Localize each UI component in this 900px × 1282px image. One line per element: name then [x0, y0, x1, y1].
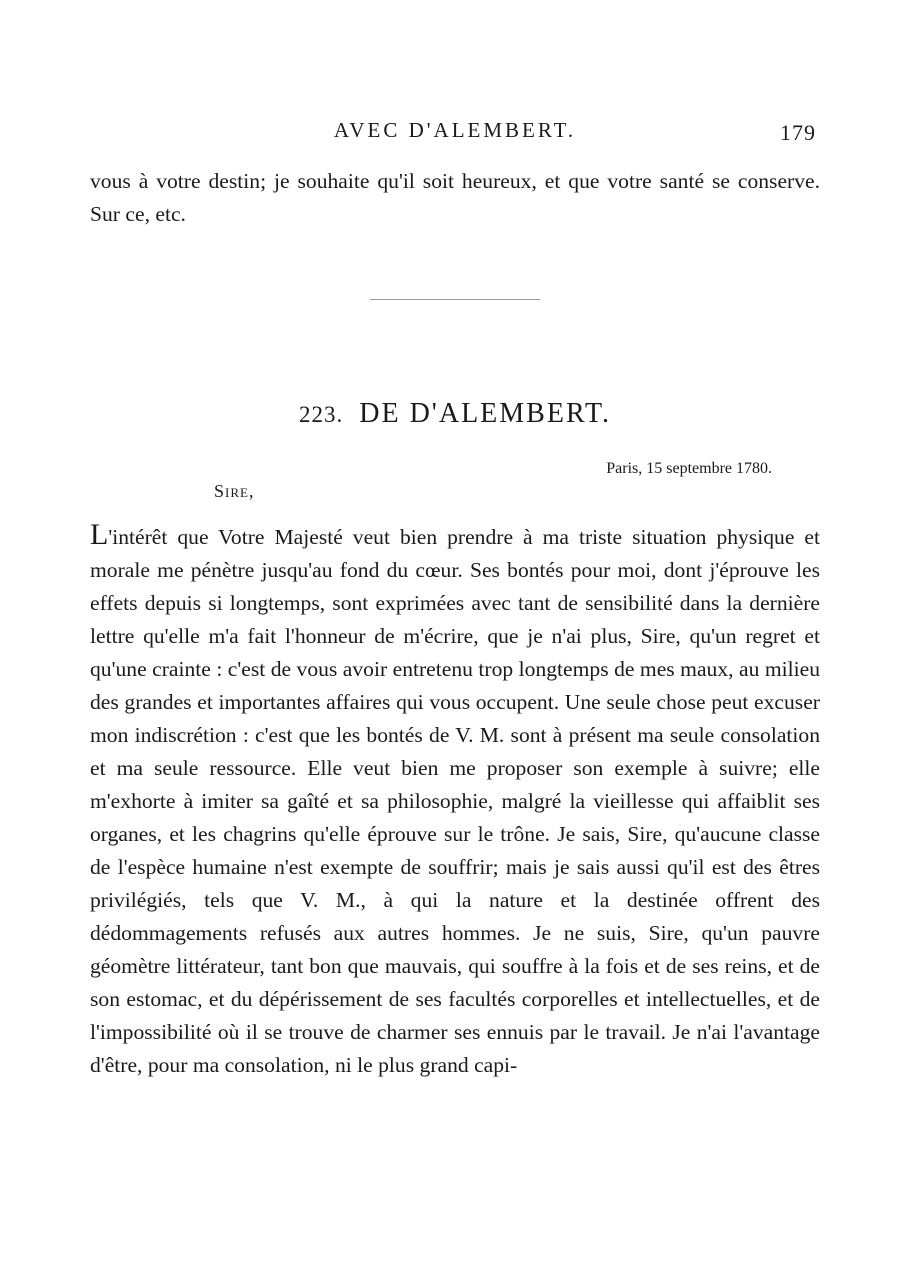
letter-heading — [90, 398, 820, 430]
drop-initial: L — [90, 518, 109, 551]
letter-body — [90, 518, 820, 1082]
section-divider — [370, 299, 540, 300]
letter-title: DE D'ALEMBERT. — [359, 398, 611, 429]
running-title: AVEC D'ALEMBERT. — [333, 118, 577, 142]
letter-salutation: Sire, — [214, 481, 255, 501]
letter-number: 223. — [299, 402, 344, 427]
running-header — [90, 118, 820, 154]
page-number: 179 — [780, 120, 816, 145]
letter-body-text: 'intérêt que Votre Majesté veut bien prendre à ma triste situation physique et morale me pénètre jusqu'au fond du cœur. Ses bontés pour moi, dont j'éprouve les effets depuis si longtemps, sont exprimées avec tant de sensibilité dans la dernière lettre qu'elle m'a fait l'honneur de m'écrire, que je n'ai plus, Sire, qu'un regret et qu'une crainte : c'est de vous avoir entretenu trop longtemps de mes maux, au milieu des grandes et importantes affaires qui vous occupent. Une seule chose peut excuser mon indiscrétion : c'est que les bontés de V. M. sont à présent ma seule consolation et ma seule ressource. Elle veut bien me proposer son exemple à suivre; elle m'exhorte à imiter sa gaîté et sa philosophie, malgré la vieillesse qui affaiblit ses organes, et les chagrins qu'elle éprouve sur le trône. Je sais, Sire, qu'aucune classe de l'espèce humaine n'est exempte de souffrir; mais je sais aussi qu'il est des êtres privilégiés, tels que V. M., à qui la nature et la destinée offrent des dédommagements refusés aux autres hommes. Je ne suis, Sire, qu'un pauvre géomètre littérateur, tant bon que mauvais, qui souffre à la fois et de ses reins, et de son estomac, et du dépérissement de ses facultés corporelles et intellectuelles, et de l'impossibilité où il se trouve de charmer ses ennuis par le travail. Je n'ai l'avantage d'être, pour ma consolation, ni le plus grand capi- — [90, 525, 820, 1077]
letter-dateline: Paris, 15 septembre 1780. — [606, 460, 772, 477]
previous-letter-closing: vous à votre destin; je souhaite qu'il soit heureux, et que votre santé se conserve. Sur ce, etc. — [90, 169, 820, 226]
